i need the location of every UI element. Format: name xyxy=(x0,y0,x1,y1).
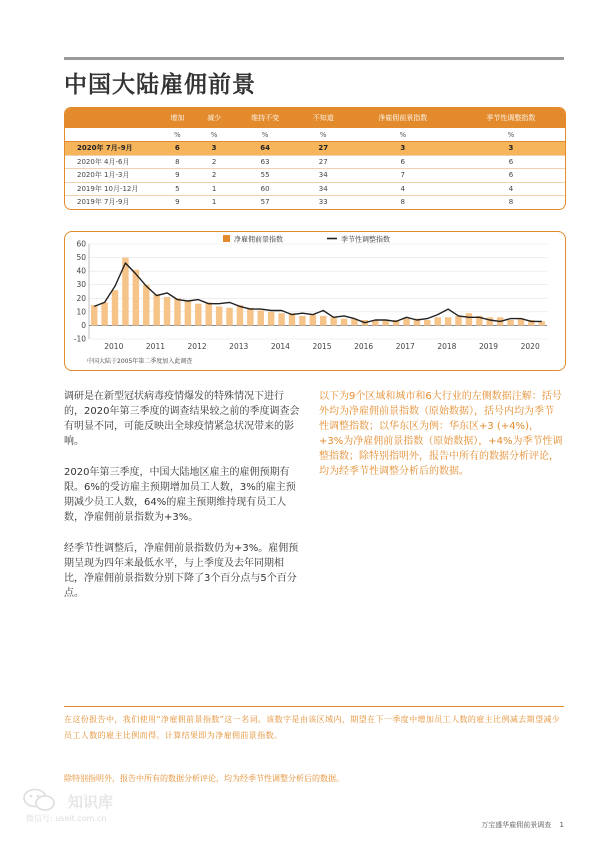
chart-bar xyxy=(330,317,336,325)
chart-y-tick-label: 0 xyxy=(81,320,86,330)
table-cell: 4 xyxy=(457,182,565,196)
chart-bar xyxy=(112,290,118,325)
table-cell: 6 xyxy=(349,155,457,169)
table-cell: 8 xyxy=(159,155,196,169)
chart-legend xyxy=(223,235,390,244)
left-column-text xyxy=(64,389,300,617)
table-cell: 6 xyxy=(159,142,196,156)
chart-bar xyxy=(403,319,409,326)
chart-y-tick-label: 60 xyxy=(76,239,86,249)
chart-y-tick-label: 40 xyxy=(76,266,86,276)
chart-bar xyxy=(133,270,139,326)
table-unit-cell: % xyxy=(196,128,233,142)
chart-bar xyxy=(487,317,493,325)
table-header-cell: 维持不变 xyxy=(251,114,280,122)
table-header-cell: 季节性调整指数 xyxy=(486,114,536,122)
chart-bar xyxy=(195,304,201,326)
table-cell: 64 xyxy=(232,142,297,156)
table-unit-cell: % xyxy=(349,128,457,142)
chart-bar xyxy=(143,285,149,326)
legend-label-bar: 净雇佣前景指数 xyxy=(234,235,283,244)
table-units-row xyxy=(65,128,565,142)
chart-bar xyxy=(320,316,326,326)
chart-x-tick-label: 2018 xyxy=(437,342,457,351)
table-row xyxy=(65,169,565,183)
chart-x-tick-label: 2011 xyxy=(145,342,166,351)
table-cell: 6 xyxy=(457,155,565,169)
table-cell: 2019年 10月-12月 xyxy=(65,182,159,196)
chart-bar xyxy=(153,294,159,325)
table-cell: 33 xyxy=(298,196,349,209)
table-cell: 27 xyxy=(298,142,349,156)
table-header-cell: 不知道 xyxy=(312,114,334,122)
page-title: 中国大陆雇佣前景 xyxy=(64,72,256,98)
watermark xyxy=(22,786,152,826)
table-cell: 9 xyxy=(159,169,196,183)
footnote-divider xyxy=(64,706,564,707)
chart-y-tick-label: -10 xyxy=(73,334,86,344)
table-cell: 57 xyxy=(232,196,297,209)
legend-label-line: 季节性调整指数 xyxy=(341,235,390,244)
employment-outlook-table xyxy=(64,107,566,210)
chart-bar xyxy=(310,315,316,326)
chart-bar xyxy=(341,319,347,326)
table-unit-cell xyxy=(65,128,159,142)
table-cell: 3 xyxy=(349,142,457,156)
table-cell: 2019年 7月-9月 xyxy=(65,196,159,209)
table-cell: 6 xyxy=(457,169,565,183)
chart-bar xyxy=(278,313,284,325)
chart-bars xyxy=(91,258,545,326)
chart-bar xyxy=(445,317,451,325)
table-unit-cell: % xyxy=(457,128,565,142)
chart-x-tick-label: 2010 xyxy=(104,342,124,351)
table-cell: 8 xyxy=(457,196,565,209)
chart-x-tick-label: 2017 xyxy=(395,342,415,351)
table-cell: 63 xyxy=(232,155,297,169)
table-header-cell xyxy=(65,108,159,128)
wechat-icon xyxy=(22,788,58,812)
chart-bar xyxy=(226,308,232,326)
chart-x-tick-label: 2016 xyxy=(354,342,374,351)
chart-bar xyxy=(101,302,107,325)
table-cell: 34 xyxy=(298,182,349,196)
paragraph: 经季节性调整后，净雇佣前景指数仍为+3%。雇佣预期呈现为四年来最低水平，与上季度及去年同期相比，净雇佣前景指数分别下降了3个百分点与5个百分点。 xyxy=(64,543,299,599)
table-unit-cell: % xyxy=(159,128,196,142)
chart-bar xyxy=(455,316,461,326)
chart-bar xyxy=(216,306,222,325)
table-cell: 2020年 1月-3月 xyxy=(65,169,159,183)
table-cell: 5 xyxy=(159,182,196,196)
table-unit-cell: % xyxy=(298,128,349,142)
table-header-cell: 减少 xyxy=(207,114,222,122)
chart-x-tick-label: 2019 xyxy=(478,342,499,351)
watermark-id: 微信号: useit.com.cn xyxy=(26,814,107,823)
table-cell: 2020年 4月-6月 xyxy=(65,155,159,169)
chart-bar xyxy=(185,301,191,325)
legend-bar-swatch xyxy=(223,235,230,242)
chart-bar xyxy=(237,305,243,325)
chart-bar xyxy=(507,320,513,325)
footnote-seasonal: 除特别指明外，报告中所有的数据分析评论，均为经季节性调整分析后的数据。 xyxy=(64,774,344,783)
chart-bar xyxy=(247,308,253,326)
footnote-definition: 在这份报告中，我们使用“净雇佣前景指数”这一名词。该数字是由该区域内，期望在下一季度中增加员工人数的雇主比例减去期望减少员工人数的雇主比例而得。计算结果即为净雇佣前景指数。 xyxy=(64,715,561,740)
table-cell: 4 xyxy=(349,182,457,196)
table-cell: 1 xyxy=(196,196,233,209)
table-cell: 2 xyxy=(196,155,233,169)
table-header-cell: 净雇佣前景指数 xyxy=(378,114,428,122)
chart-bar xyxy=(268,312,274,326)
chart-line-path xyxy=(94,263,542,323)
table-header-row xyxy=(65,108,565,128)
chart-y-tick-label: 10 xyxy=(76,307,86,317)
page-footer xyxy=(440,820,564,830)
paragraph: 2020年第三季度，中国大陆地区雇主的雇佣预期有限。6%的受访雇主预期增加员工人数，3%的雇主预期减少员工人数，64%的雇主预期维持现有员工人数，净雇佣前景指数为+3%。 xyxy=(64,467,296,523)
table-header-cell: 增加 xyxy=(170,114,185,122)
chart-bar xyxy=(466,313,472,325)
employment-trend-chart xyxy=(64,231,566,371)
table-cell: 27 xyxy=(298,155,349,169)
table-cell: 60 xyxy=(232,182,297,196)
chart-y-tick-label: 50 xyxy=(76,253,86,263)
table-cell: 3 xyxy=(196,142,233,156)
table-row xyxy=(65,182,565,196)
chart-x-tick-label: 2015 xyxy=(312,342,332,351)
chart-bar xyxy=(91,305,97,325)
table-cell: 3 xyxy=(457,142,565,156)
chart-x-axis xyxy=(104,342,540,351)
page-number: 1 xyxy=(559,821,564,829)
chart-bar xyxy=(299,316,305,326)
table-unit-cell: % xyxy=(232,128,297,142)
chart-bar xyxy=(424,320,430,325)
paragraph: 调研是在新型冠状病毒疫情爆发的特殊情况下进行的，2020年第三季度的调查结果较之前的季度调查会有明显不同，可能反映出全球疫情紧急状况带来的影响。 xyxy=(64,391,300,447)
table-cell: 7 xyxy=(349,169,457,183)
table-cell: 34 xyxy=(298,169,349,183)
table-cell: 8 xyxy=(349,196,457,209)
chart-y-axis xyxy=(74,240,89,344)
table-row-current-quarter xyxy=(65,142,565,156)
chart-bar xyxy=(434,317,440,325)
footer-brand: 万宝盛华雇佣前景调查 xyxy=(481,821,552,829)
chart-y-tick-label: 30 xyxy=(76,280,86,290)
chart-canvas xyxy=(65,232,565,370)
table-row xyxy=(65,196,565,209)
table-cell: 2020年 7月-9月 xyxy=(65,142,159,156)
chart-bar xyxy=(164,297,170,326)
chart-x-tick-label: 2012 xyxy=(187,342,207,351)
top-rule xyxy=(64,57,564,60)
watermark-name: 知识库 xyxy=(68,793,114,811)
chart-x-tick-label: 2013 xyxy=(229,342,249,351)
right-column-note: 以下为9个区域和城市和6大行业的左侧数据注解：括号外均为净雇佣前景指数（原始数据），括号内均为季节性调整指数；以华东区为例：华东区+3 (+4%)，+3%为净雇佣前景指数（原始数据），+4%为季节性调整指数；除特别指明外，报告中所有的数据分析评论，均为经季节性调整分析后的数据。 xyxy=(319,391,563,477)
chart-y-tick-label: 20 xyxy=(76,293,86,303)
table-cell: 2 xyxy=(196,169,233,183)
chart-x-tick-label: 2020 xyxy=(520,342,540,351)
chart-line-series xyxy=(94,263,542,323)
table-cell: 1 xyxy=(196,182,233,196)
table-cell: 9 xyxy=(159,196,196,209)
table-cell: 55 xyxy=(232,169,297,183)
chart-bar xyxy=(205,302,211,325)
chart-note: 中国大陆于2005年第二季度加入此调查 xyxy=(87,358,193,365)
chart-bar xyxy=(258,311,264,326)
chart-x-tick-label: 2014 xyxy=(270,342,290,351)
chart-bar xyxy=(174,298,180,325)
table-row xyxy=(65,155,565,169)
